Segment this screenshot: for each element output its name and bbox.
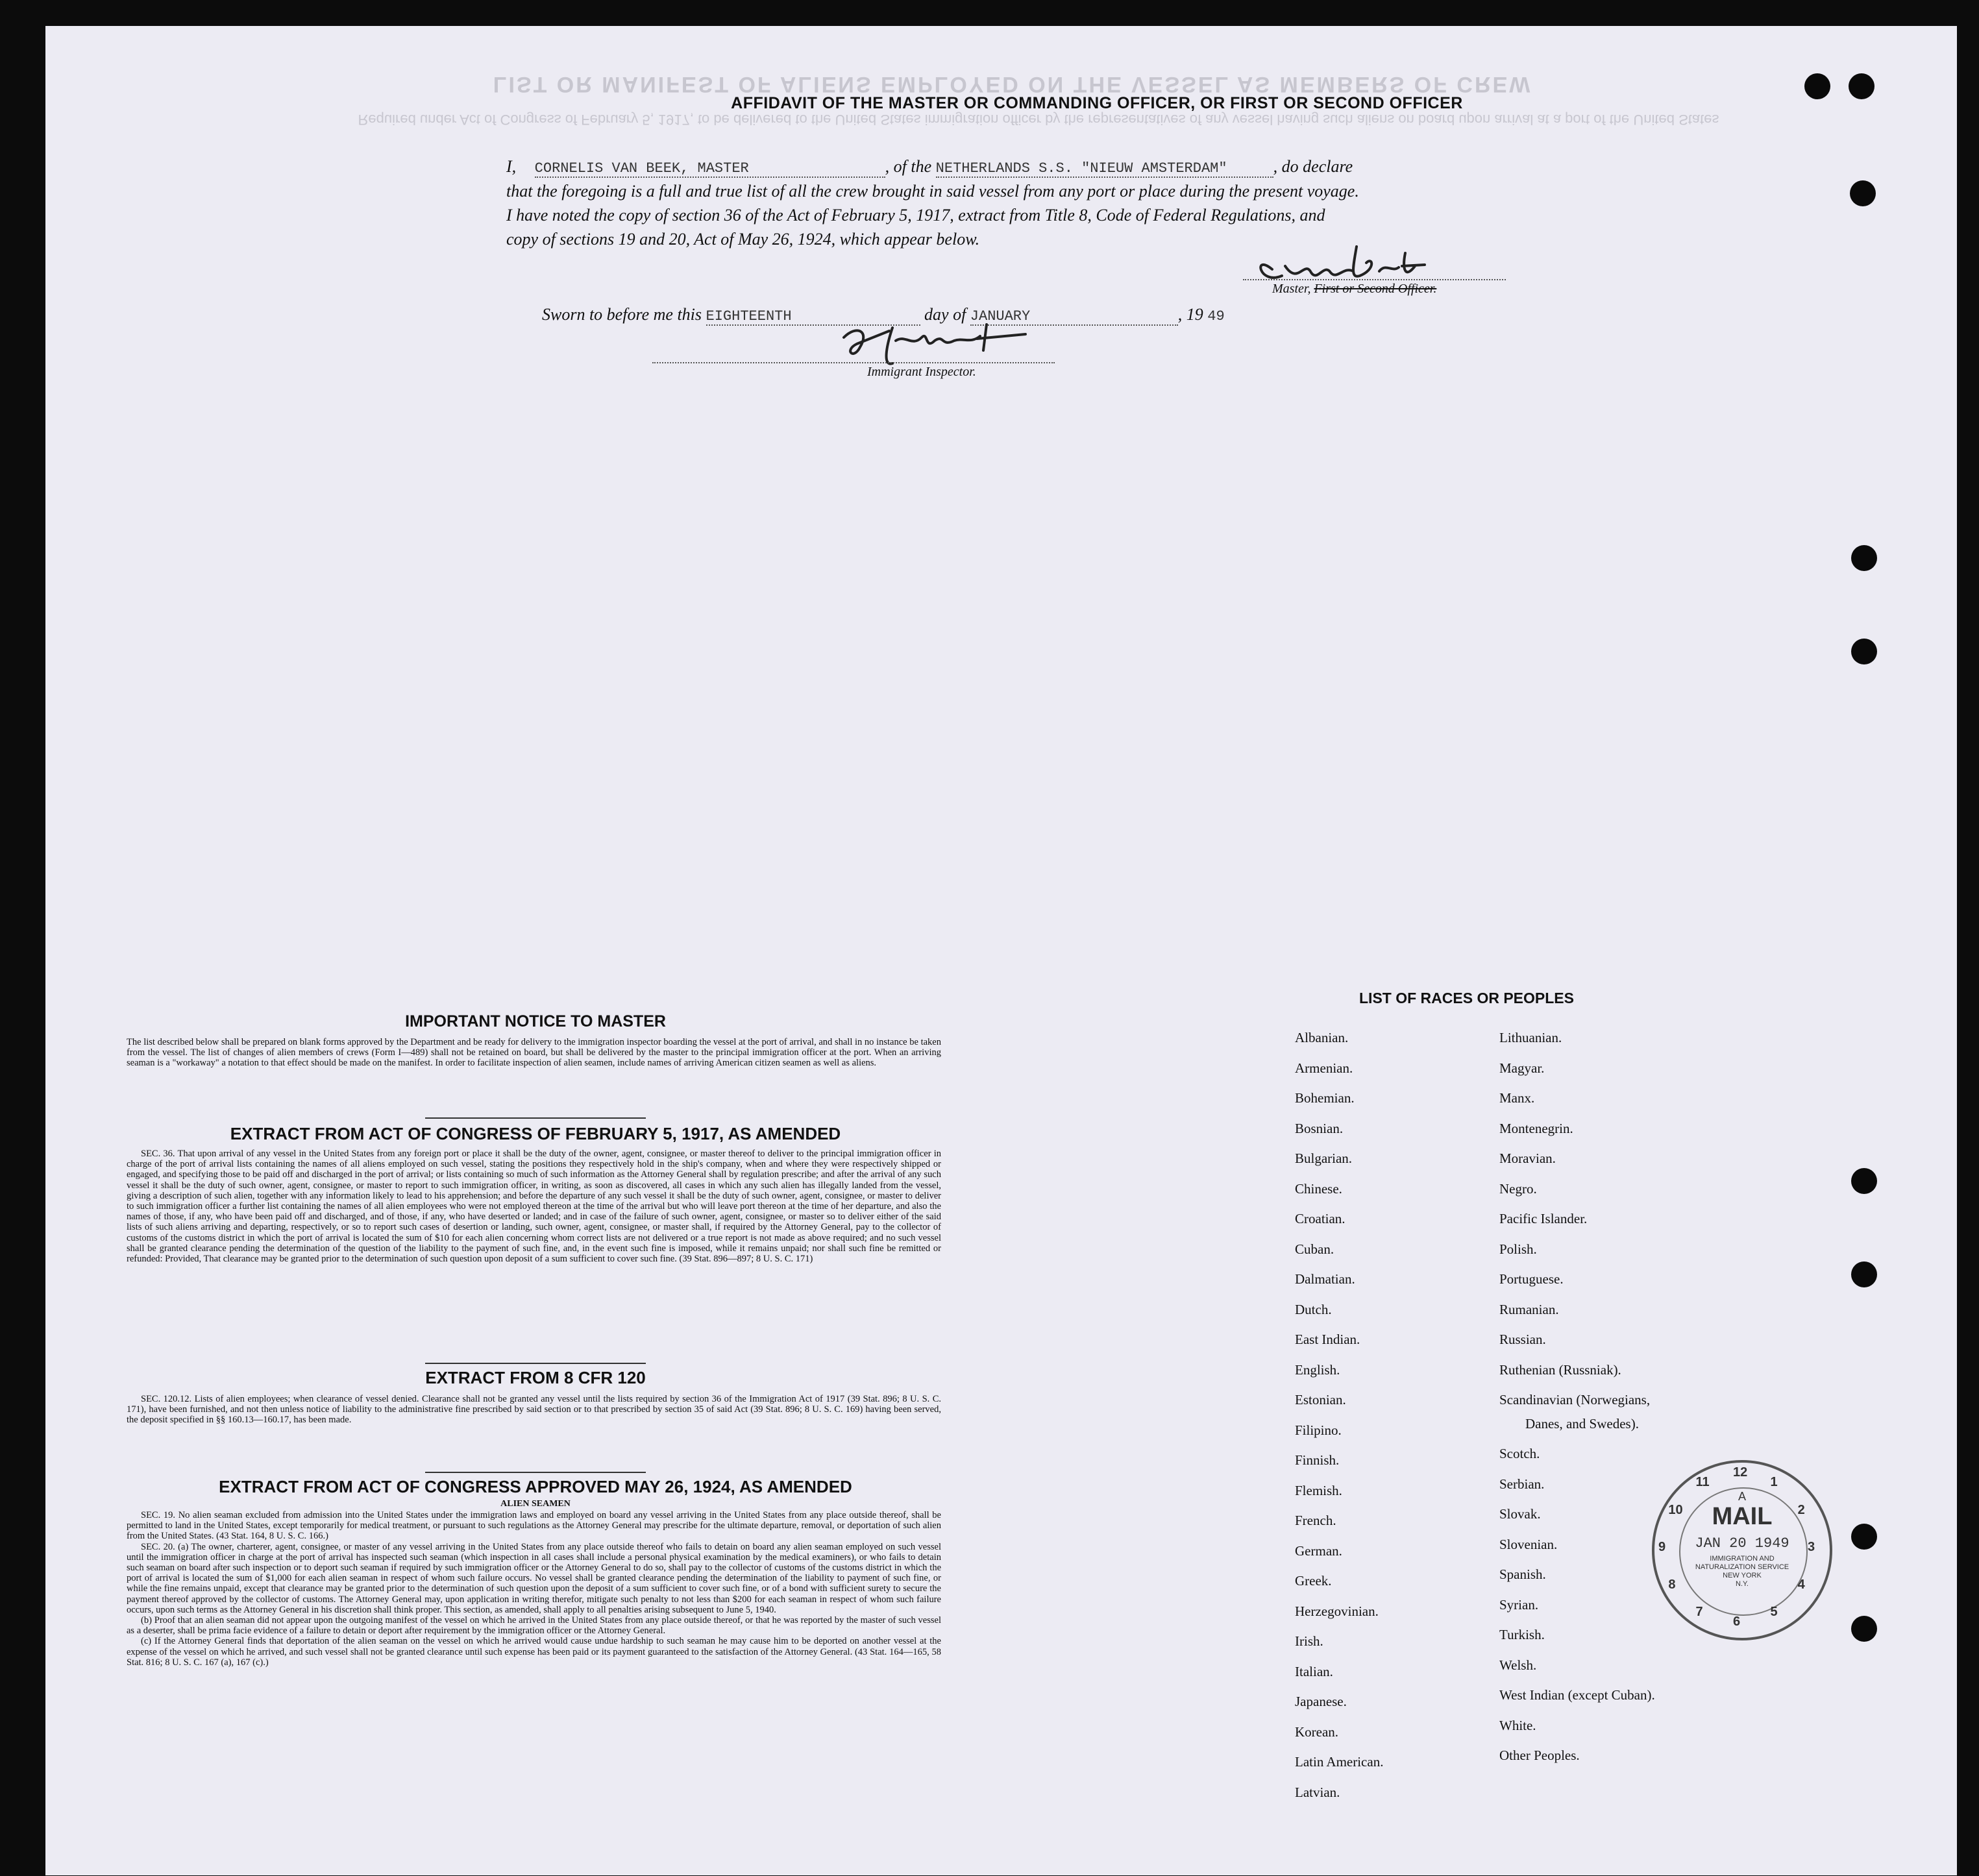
race-item: West Indian (except Cuban). [1499, 1687, 1655, 1703]
race-item: Spanish. [1499, 1566, 1546, 1582]
inspector-signature-line [652, 362, 1055, 363]
race-item: Italian. [1295, 1663, 1333, 1679]
stamp-dial-digit: 11 [1695, 1475, 1710, 1490]
declaration-line-2: that the foregoing is a full and true list of all the crew brought in said vessel from any port or place during the present voyage. [506, 182, 1359, 201]
declaration-line-3: I have noted the copy of section 36 of the Act of February 5, 1917, extract from Title 8, Code of Federal Regulations, and [506, 206, 1325, 225]
race-item: Turkish. [1499, 1627, 1545, 1642]
punch-hole [1851, 545, 1877, 571]
race-item: Rumanian. [1499, 1301, 1559, 1317]
race-item: Lithuanian. [1499, 1030, 1562, 1045]
race-item: Herzegovinian. [1295, 1603, 1379, 1619]
stamp-dial-digit: 3 [1808, 1540, 1815, 1554]
race-item: German. [1295, 1542, 1342, 1559]
vessel-name: NETHERLANDS S.S. "NIEUW AMSTERDAM" [936, 160, 1273, 178]
officer-label-struck: First or Second Officer. [1314, 282, 1437, 296]
stamp-agency [1680, 1555, 1804, 1589]
races-title: LIST OF RACES OR PEOPLES [1359, 990, 1574, 1006]
punch-hole [1851, 1261, 1877, 1287]
inspector-label: Immigrant Inspector. [867, 365, 976, 379]
immigration-mail-stamp [1652, 1460, 1832, 1640]
master-signature-line [1243, 279, 1506, 280]
race-item: Bosnian. [1295, 1120, 1344, 1136]
race-item: Scotch. [1499, 1446, 1540, 1461]
race-item: Serbian. [1499, 1476, 1545, 1492]
extract-1924-title: EXTRACT FROM ACT OF CONGRESS APPROVED MAY 26, 1924, AS AMENDED [219, 1477, 852, 1496]
stamp-dial-digit: 10 [1668, 1502, 1683, 1517]
race-item: Flemish. [1295, 1482, 1342, 1498]
stamp-dial-digit: 2 [1797, 1502, 1805, 1517]
stamp-agency-name: IMMIGRATION AND NATURALIZATION SERVICE [1695, 1555, 1789, 1571]
race-item: French. [1295, 1513, 1336, 1528]
sworn-day: EIGHTEENTH [706, 308, 920, 326]
stamp-dial-digit: 12 [1733, 1465, 1748, 1480]
race-item: Finnish. [1295, 1452, 1340, 1468]
punch-hole [1850, 180, 1876, 206]
race-item: Syrian. [1499, 1596, 1539, 1613]
race-item: Montenegrin. [1499, 1120, 1573, 1136]
punch-hole [1849, 73, 1875, 99]
sec-20a-paragraph: SEC. 20. (a) The owner, charterer, agent, consignee, or master of any vessel arriving in the United States from any place outside thereof who fails to detain on board any alien seaman employed on such vessel until the immigration officer in charge at the port of arrival has inspected such seaman (which inspection in all cases shall include a personal physical examination by the medical examiners), or who fails to detain such seaman on board after such inspection or to deport such seaman if required by such immigration officer or the Attorney General to do so, shall pay to the collector of customs of the customs district in which the port of arrival is located the sum of $1,000 for each alien seaman in respect of whom such failure occurs. No vessel shall be granted clearance pending the determination of the liability to payment of such fine, or while the fine remains unpaid, except that clearance may be granted prior to the determination of such question upon the deposit of a sum sufficient to cover such fine, or of a bond with sufficient surety to secure the payment thereof approved by the collector of customs. The Attorney General may, upon application in writing therefor, mitigate such penalty to not less than $200 for each seaman in respect of whom such failure occurs, upon such terms as the Attorney General in his discretion shall think proper. This section, as amended, shall apply to all penalties arising subsequent to June 5, 1940. [127, 1541, 941, 1615]
stamp-dial-digit: 5 [1770, 1604, 1778, 1619]
race-item: Latvian. [1295, 1784, 1340, 1800]
race-item: Armenian. [1295, 1060, 1353, 1076]
stamp-dial-digit: 8 [1668, 1577, 1676, 1592]
race-item: Slovak. [1499, 1506, 1541, 1522]
stamp-dial-digit: 4 [1797, 1577, 1805, 1592]
race-item: Manx. [1499, 1090, 1535, 1106]
declarant-name: CORNELIS VAN BEEK, MASTER [535, 160, 885, 178]
race-item: Irish. [1295, 1633, 1323, 1649]
extract-1924-subtitle: ALIEN SEAMEN [500, 1499, 571, 1509]
race-item: Other Peoples. [1499, 1748, 1580, 1763]
race-item: Bulgarian. [1295, 1151, 1353, 1166]
punch-hole [1851, 1168, 1877, 1194]
sec-19-paragraph: SEC. 19. No alien seaman excluded from admission into the United States under the immigration laws and employed on board any vessel arriving in the United States from any place outside thereof, shall be permitted to land in the United States, except temporarily for medical treatment, or pursuant to such regulations as the Attorney General may prescribe for the ultimate departure, removal, or deportation of such alien from the United States. (43 Stat. 164, 8 U. S. C. 166.) [127, 1510, 941, 1542]
sec-20b-paragraph: (b) Proof that an alien seaman did not appear upon the outgoing manifest of the vessel on which he arrived in the United States from any place outside thereof, or that he was reported by the master of such vessel as a deserter, shall be prima facie evidence of a failure to detain or deport after requirement by the immigration officer or the Attorney General. [127, 1615, 941, 1637]
sworn-month: JANUARY [970, 308, 1178, 326]
day-of-label: day of [924, 305, 966, 324]
faded-manifest-title: LIST OR MANIFEST OF ALIENS EMPLOYED ON THE VESSEL AS MEMBERS OF CREW [493, 72, 1532, 97]
stamp-mail-word: MAIL [1712, 1503, 1773, 1530]
stamp-state: N.Y. [1736, 1580, 1749, 1588]
i-label: I, [506, 157, 517, 176]
sworn-year: 49 [1207, 308, 1225, 324]
extract-cfr-body: SEC. 120.12. Lists of alien employees; when clearance of vessel denied. Clearance shall not be granted any vessel until the lists required by section 36 of the Immigration Act of 1917 (39 Stat. 896; 8 U. S. C. 171), have been furnished, and not then unless notice of liability to the administrative fine prescribed by said section or to that prescribed by section 35 of said Act (39 Stat. 896; 8 U. S. C. 169) having been served, the deposit specified in §§ 160.13—160.17, has been made. [127, 1394, 941, 1426]
stamp-city: NEW YORK [1723, 1572, 1762, 1579]
race-item: Dalmatian. [1295, 1271, 1355, 1287]
stamp-dial-digit: 7 [1695, 1604, 1703, 1619]
race-item: Estonian. [1295, 1392, 1346, 1407]
master-label: Master, [1272, 282, 1311, 296]
race-item: Greek. [1295, 1573, 1332, 1589]
stamp-top-letter: A [1738, 1490, 1746, 1503]
of-the-label: , of the [885, 157, 932, 176]
race-item: Slovenian. [1499, 1536, 1558, 1552]
extract-cfr-title: EXTRACT FROM 8 CFR 120 [425, 1368, 646, 1387]
stamp-dial-digit: 6 [1733, 1614, 1741, 1629]
race-item: Dutch. [1295, 1301, 1332, 1317]
race-item: Japanese. [1295, 1694, 1347, 1709]
race-item: White. [1499, 1717, 1536, 1733]
race-item: Welsh. [1499, 1657, 1537, 1673]
extract-1917-title: EXTRACT FROM ACT OF CONGRESS OF FEBRUARY 5, 1917, AS AMENDED [230, 1124, 841, 1143]
race-item: Bohemian. [1295, 1090, 1355, 1106]
punch-hole [1851, 639, 1877, 664]
declaration-line [506, 157, 1353, 178]
extract-1924-body [127, 1510, 941, 1668]
race-item: Croatian. [1295, 1211, 1346, 1226]
stamp-date: JAN 20 1949 [1695, 1535, 1789, 1552]
race-item: Portuguese. [1499, 1271, 1564, 1287]
race-item: Korean. [1295, 1724, 1339, 1740]
divider [425, 1117, 646, 1119]
race-item: Latin American. [1295, 1754, 1384, 1770]
sworn-label: Sworn to before me this [542, 305, 702, 324]
manifest-page [45, 26, 1957, 1875]
race-item: English. [1295, 1361, 1340, 1378]
race-item: Pacific Islander. [1499, 1211, 1588, 1226]
declaration-line-4: copy of sections 19 and 20, Act of May 26, 1924, which appear below. [506, 230, 980, 249]
divider [425, 1363, 646, 1364]
race-item: Albanian. [1295, 1030, 1349, 1045]
year-prefix: , 19 [1177, 305, 1203, 324]
punch-hole [1851, 1616, 1877, 1642]
race-item: Danes, and Swedes). [1525, 1415, 1639, 1431]
extract-1917-body: SEC. 36. That upon arrival of any vessel in the United States from any foreign port or place it shall be the duty of the owner, agent, consignee, or master thereof to deliver to the principal immigration officer in charge of the port of arrival lists containing the names of all aliens employed on such vessel, stating the positions they respectively hold in the ship's company, when and where they were respectively shipped or engaged, and specifying those to be paid off and discharged in the port of arrival; or lists containing so much of such information as the Attorney General shall by regulation prescribe; and after the arrival of any such vessel it shall be the duty of such owner, agent, consignee, or master to report to such immigration officer, in writing, as soon as discovered, all cases in which any such alien has illegally landed from the vessel, giving a description of such alien, together with any information likely to lead to his apprehension; and before the departure of any such vessel it shall be the duty of such owner, agent, consignee, or master to deliver to such immigration officer a further list containing the names of all alien employees who were not employed thereon at the time of the arrival but who will leave port thereon at the time of her departure, and also the names of those, if any, who have been paid off and discharged, and of those, if any, who have deserted or landed; and in case of the failure of such owner, agent, consignee, or master so to deliver either of the said lists of such aliens arriving and departing, respectively, or so to report such cases of desertion or landing, such owner, agent, consignee, or master shall, if required by the Attorney General, pay to the collector of customs of the customs district in which the port of arrival is located the sum of $10 for each alien concerning whom correct lists are not delivered or a true report is not made as above required; and no such vessel shall be granted clearance pending the determination of the question of the liability to the payment of such fine, and, in the event such fine is imposed, while it remains unpaid; nor shall such fine be remitted or refunded: Provided, That clearance may be granted prior to the determination of such question upon deposit of a sum sufficient to cover such fine. (39 Stat. 896—897; 8 U. S. C. 171) [127, 1149, 941, 1265]
faded-manifest-subtitle: Required under Act of Congress of February 5, 1917, to be delivered to the United States immigration officer by the representatives of any vessel having such aliens on board upon arrival at a port of the United States [358, 112, 1719, 128]
race-item: Russian. [1499, 1332, 1546, 1347]
important-notice-title: IMPORTANT NOTICE TO MASTER [405, 1012, 666, 1030]
sec-20c-paragraph: (c) If the Attorney General finds that deportation of the alien seaman on the vessel on which he arrived would cause undue hardship to such seaman he may cause him to be deported on another vessel at the expense of the vessel on which he arrived, and such vessel shall not be granted clearance until such expense has been paid or its payment guaranteed to the satisfaction of the Attorney General. (43 Stat. 164—165, 58 Stat. 816; 8 U. S. C. 167 (a), 167 (c).) [127, 1636, 941, 1668]
affidavit-title: AFFIDAVIT OF THE MASTER OR COMMANDING OFFICER, OR FIRST OR SECOND OFFICER [731, 94, 1463, 112]
do-declare-label: , do declare [1273, 157, 1353, 176]
race-item: Scandinavian (Norwegians, [1499, 1392, 1651, 1407]
race-item: Chinese. [1295, 1180, 1342, 1197]
race-item: Filipino. [1295, 1422, 1342, 1438]
stamp-dial-digit: 1 [1770, 1475, 1778, 1490]
race-item: Negro. [1499, 1180, 1537, 1197]
race-item: East Indian. [1295, 1332, 1360, 1347]
race-item: Cuban. [1295, 1241, 1334, 1257]
important-notice-body: The list described below shall be prepared on blank forms approved by the Department and be ready for delivery to the immigration inspector boarding the vessel at the port of arrival, and shall in no instance be taken from the vessel. The list of changes of alien members of crews (Form I—489) shall not be retained on board, but shall be delivered by the master to the principal immigration officer at the port. When an arriving seaman is a "workaway" a notation to that effect should be made on the manifest. In order to facilitate inspection of alien seamen, include names of arriving American citizen seamen as well as aliens. [127, 1037, 941, 1069]
punch-hole [1851, 1524, 1877, 1550]
master-label-row [1272, 282, 1436, 297]
race-item: Polish. [1499, 1241, 1537, 1257]
divider [425, 1472, 646, 1473]
punch-hole [1804, 73, 1830, 99]
race-item: Magyar. [1499, 1060, 1545, 1076]
race-item: Ruthenian (Russniak). [1499, 1361, 1621, 1378]
stamp-dial-digit: 9 [1658, 1540, 1666, 1554]
race-item: Moravian. [1499, 1151, 1556, 1166]
